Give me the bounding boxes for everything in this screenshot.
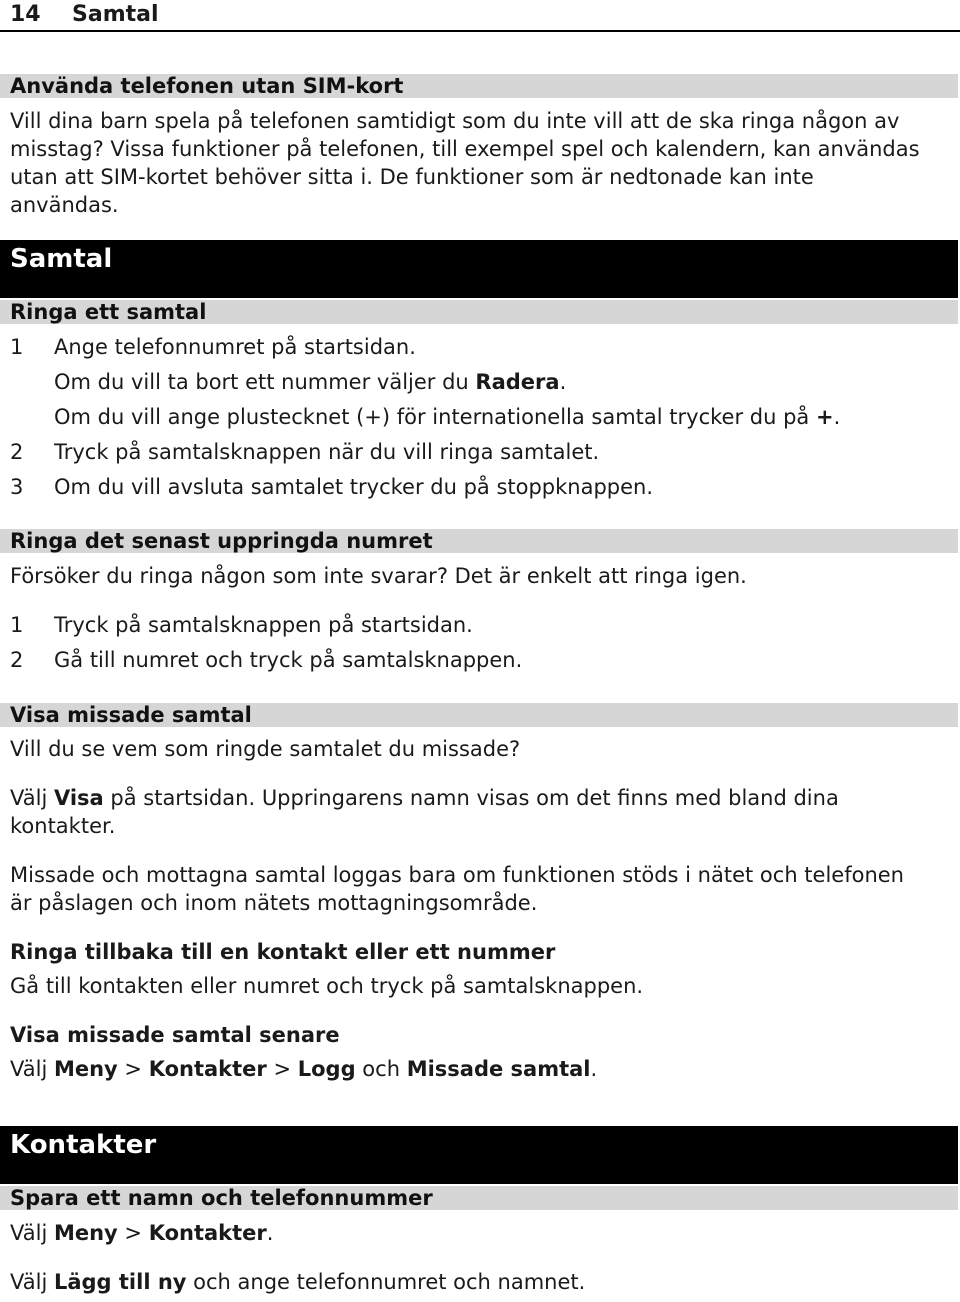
step-text: Ange telefonnumret på startsidan. bbox=[54, 335, 416, 359]
step-text: Tryck på samtalsknappen när du vill ringa samtalet. bbox=[54, 440, 600, 464]
subsection-heading: Ringa ett samtal bbox=[10, 300, 207, 324]
minor-heading: Visa missade samtal senare bbox=[10, 1023, 340, 1047]
ui-term: Visa bbox=[53, 786, 104, 810]
paragraph-line: Välj Meny > Kontakter > Logg och Missade samtal. bbox=[10, 1057, 598, 1081]
ui-term: Meny bbox=[53, 1221, 118, 1245]
paragraph-line: Missade och mottagna samtal loggas bara om funktionen stöds i nätet och telefonen bbox=[10, 863, 904, 887]
paragraph-line: kontakter. bbox=[10, 814, 116, 838]
ui-term: Kontakter bbox=[148, 1221, 267, 1245]
step-number: 2 bbox=[10, 440, 24, 464]
running-header bbox=[0, 0, 960, 32]
step-number: 1 bbox=[10, 613, 24, 637]
minor-heading: Ringa tillbaka till en kontakt eller ett nummer bbox=[10, 940, 556, 964]
ui-term: Radera bbox=[475, 370, 560, 394]
paragraph-line: Vill dina barn spela på telefonen samtidigt som du inte vill att de ska ringa någon av bbox=[10, 109, 900, 133]
paragraph-line: användas. bbox=[10, 193, 119, 217]
subsection-bar-ringa bbox=[0, 300, 958, 324]
ui-term: + bbox=[815, 405, 834, 429]
section-heading: Samtal bbox=[10, 244, 113, 274]
paragraph-line: Vill du se vem som ringde samtalet du missade? bbox=[10, 737, 521, 761]
chapter-title: Samtal bbox=[72, 2, 159, 27]
subsection-heading: Spara ett namn och telefonnummer bbox=[10, 1186, 433, 1210]
subsection-heading: Visa missade samtal bbox=[10, 703, 252, 727]
section-bar-kontakter bbox=[0, 1126, 958, 1184]
subsection-bar-sim bbox=[0, 74, 958, 98]
section-heading: Kontakter bbox=[10, 1130, 157, 1160]
step-text: Tryck på samtalsknappen på startsidan. bbox=[54, 613, 473, 637]
step-note: Om du vill ange plustecknet (+) för internationella samtal trycker du på +. bbox=[54, 405, 841, 429]
subsection-heading: Använda telefonen utan SIM-kort bbox=[10, 74, 404, 98]
paragraph-line: Försöker du ringa någon som inte svarar? Det är enkelt att ringa igen. bbox=[10, 564, 747, 588]
step-number: 3 bbox=[10, 475, 24, 499]
subsection-heading: Ringa det senast uppringda numret bbox=[10, 529, 433, 553]
step-note: Om du vill ta bort ett nummer väljer du Radera. bbox=[54, 370, 567, 394]
ui-term: Meny bbox=[53, 1057, 118, 1081]
page-number: 14 bbox=[10, 2, 41, 27]
paragraph-line: Välj Lägg till ny och ange telefonnumret och namnet. bbox=[10, 1270, 586, 1294]
paragraph-line: är påslagen och inom nätets mottagningsområde. bbox=[10, 891, 538, 915]
subsection-bar-spara bbox=[0, 1186, 958, 1210]
subsection-bar-senast bbox=[0, 529, 958, 553]
ui-term: Missade samtal bbox=[406, 1057, 591, 1081]
ui-term: Kontakter bbox=[148, 1057, 267, 1081]
ui-term: Lägg till ny bbox=[53, 1270, 187, 1294]
step-text: Om du vill avsluta samtalet trycker du på stoppknappen. bbox=[54, 475, 654, 499]
paragraph-line: Gå till kontakten eller numret och tryck på samtalsknappen. bbox=[10, 974, 644, 998]
step-number: 2 bbox=[10, 648, 24, 672]
paragraph-line: Välj Meny > Kontakter. bbox=[10, 1221, 274, 1245]
paragraph-line: Välj Visa på startsidan. Uppringarens namn visas om det finns med bland dina bbox=[10, 786, 839, 810]
ui-term: Logg bbox=[297, 1057, 356, 1081]
paragraph-line: misstag? Vissa funktioner på telefonen, till exempel spel och kalendern, kan användas bbox=[10, 137, 920, 161]
section-bar-samtal bbox=[0, 240, 958, 298]
paragraph-line: utan att SIM-kortet behöver sitta i. De funktioner som är nedtonade kan inte bbox=[10, 165, 814, 189]
subsection-bar-missade bbox=[0, 703, 958, 727]
step-number: 1 bbox=[10, 335, 24, 359]
step-text: Gå till numret och tryck på samtalsknappen. bbox=[54, 648, 523, 672]
